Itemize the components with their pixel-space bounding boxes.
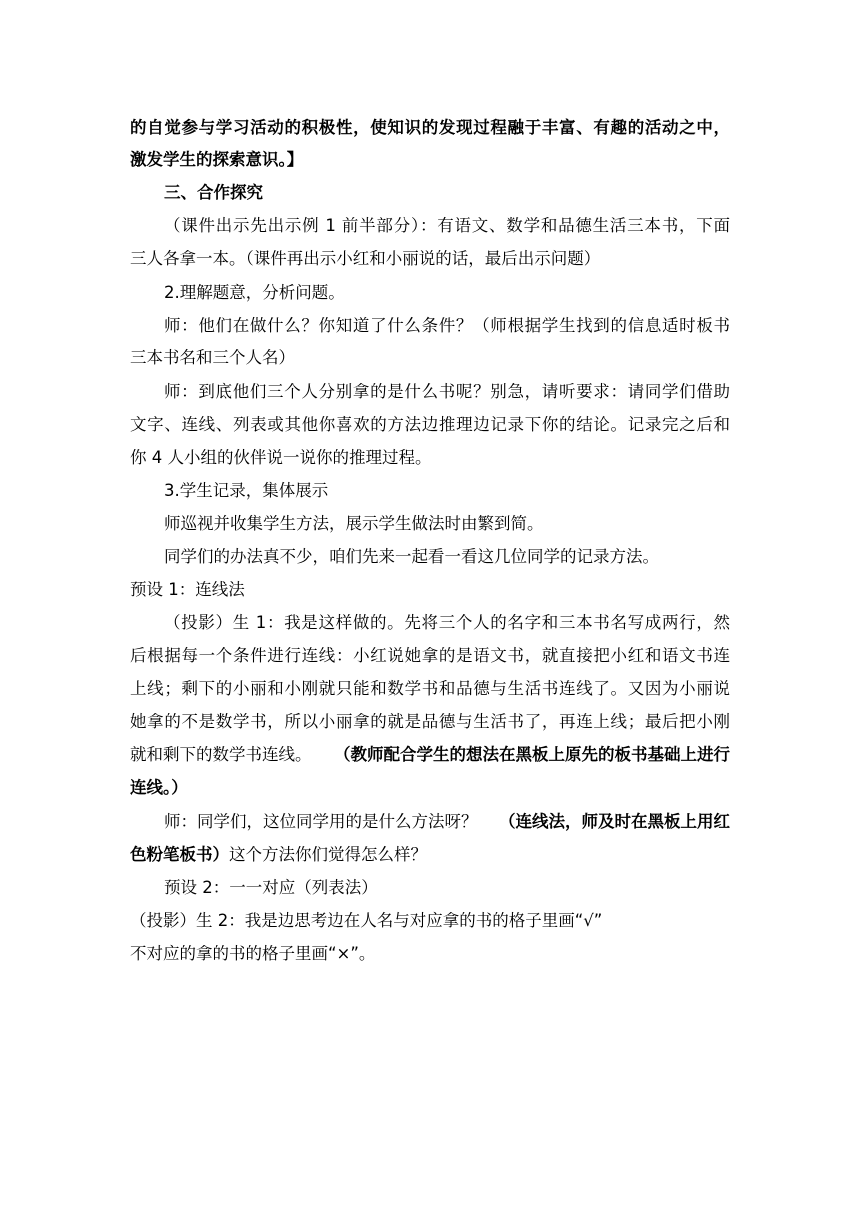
paragraph-line: 她拿的不是数学书，所以小丽拿的就是品德与生活书了，再连上线；最后把小刚 [130, 712, 730, 731]
section-heading: 三、合作探究 [164, 183, 263, 202]
paragraph-line: 文字、连线、列表或其他你喜欢的方法边推理边记录下你的结论。记录完之后和 [130, 415, 730, 434]
subheading: 2.理解题意，分析问题。 [164, 283, 345, 302]
paragraph-line: （投影）生 2：我是边思考边在人名与对应拿的书的格子里画“√” [130, 911, 603, 930]
bold-text-run: 色粉笔板书） [130, 845, 229, 864]
paragraph-line [130, 745, 730, 765]
paragraph-line: （课件出示先出示例 1 前半部分）：有语文、数学和品德生活三本书，下面 [164, 216, 730, 235]
paragraph-line [164, 812, 730, 832]
paragraph-line: 同学们的办法真不少，咱们先来一起看一看这几位同学的记录方法。 [164, 547, 659, 566]
paragraph-line: 三人各拿一本。（课件再出示小红和小丽说的话，最后出示问题） [130, 249, 601, 268]
paragraph-line: 的自觉参与学习活动的积极性，使知识的发现过程融于丰富、有趣的活动之中， [130, 118, 730, 137]
paragraph-line: 不对应的拿的书的格子里画“×”。 [130, 944, 376, 963]
paragraph-line: 预设 2：一一对应（列表法） [164, 878, 378, 897]
text-run: 这个方法你们觉得怎么样？ [229, 845, 427, 864]
bold-text-run: （教师配合学生的想法在黑板上原先的板书基础上进行 [334, 745, 730, 764]
paragraph-line: 预设 1：连线法 [130, 580, 245, 599]
paragraph-line: 师：到底他们三个人分别拿的是什么书呢？别急，请听要求：请同学们借助 [164, 382, 730, 401]
paragraph-line: 后根据每一个条件进行连线：小红说她拿的是语文书，就直接把小红和语文书连 [130, 646, 730, 665]
paragraph-line: （投影）生 1：我是这样做的。先将三个人的名字和三本书名写成两行，然 [164, 613, 730, 632]
paragraph-line: 你 4 人小组的伙伴说一说你的推理过程。 [130, 448, 432, 467]
bold-text-run: （连线法，师及时在黑板上用红 [499, 812, 730, 831]
paragraph-line: 师：他们在做什么？你知道了什么条件？（师根据学生找到的信息适时板书 [164, 316, 730, 335]
paragraph-line: 上线；剩下的小丽和小刚就只能和数学书和品德与生活书连线了。又因为小丽说 [130, 679, 730, 698]
paragraph-line [130, 845, 730, 865]
paragraph-line: 师巡视并收集学生方法，展示学生做法时由繁到简。 [164, 514, 544, 533]
text-run: 师：同学们，这位同学用的是什么方法呀？ [164, 812, 478, 831]
paragraph-line: 连线。） [130, 778, 188, 797]
paragraph-line: 三本书名和三个人名） [130, 348, 295, 367]
text-run: 就和剩下的数学书连线。 [130, 745, 312, 764]
paragraph-line: 激发学生的探索意识。】 [130, 150, 304, 169]
subheading: 3.学生记录，集体展示 [164, 481, 329, 500]
